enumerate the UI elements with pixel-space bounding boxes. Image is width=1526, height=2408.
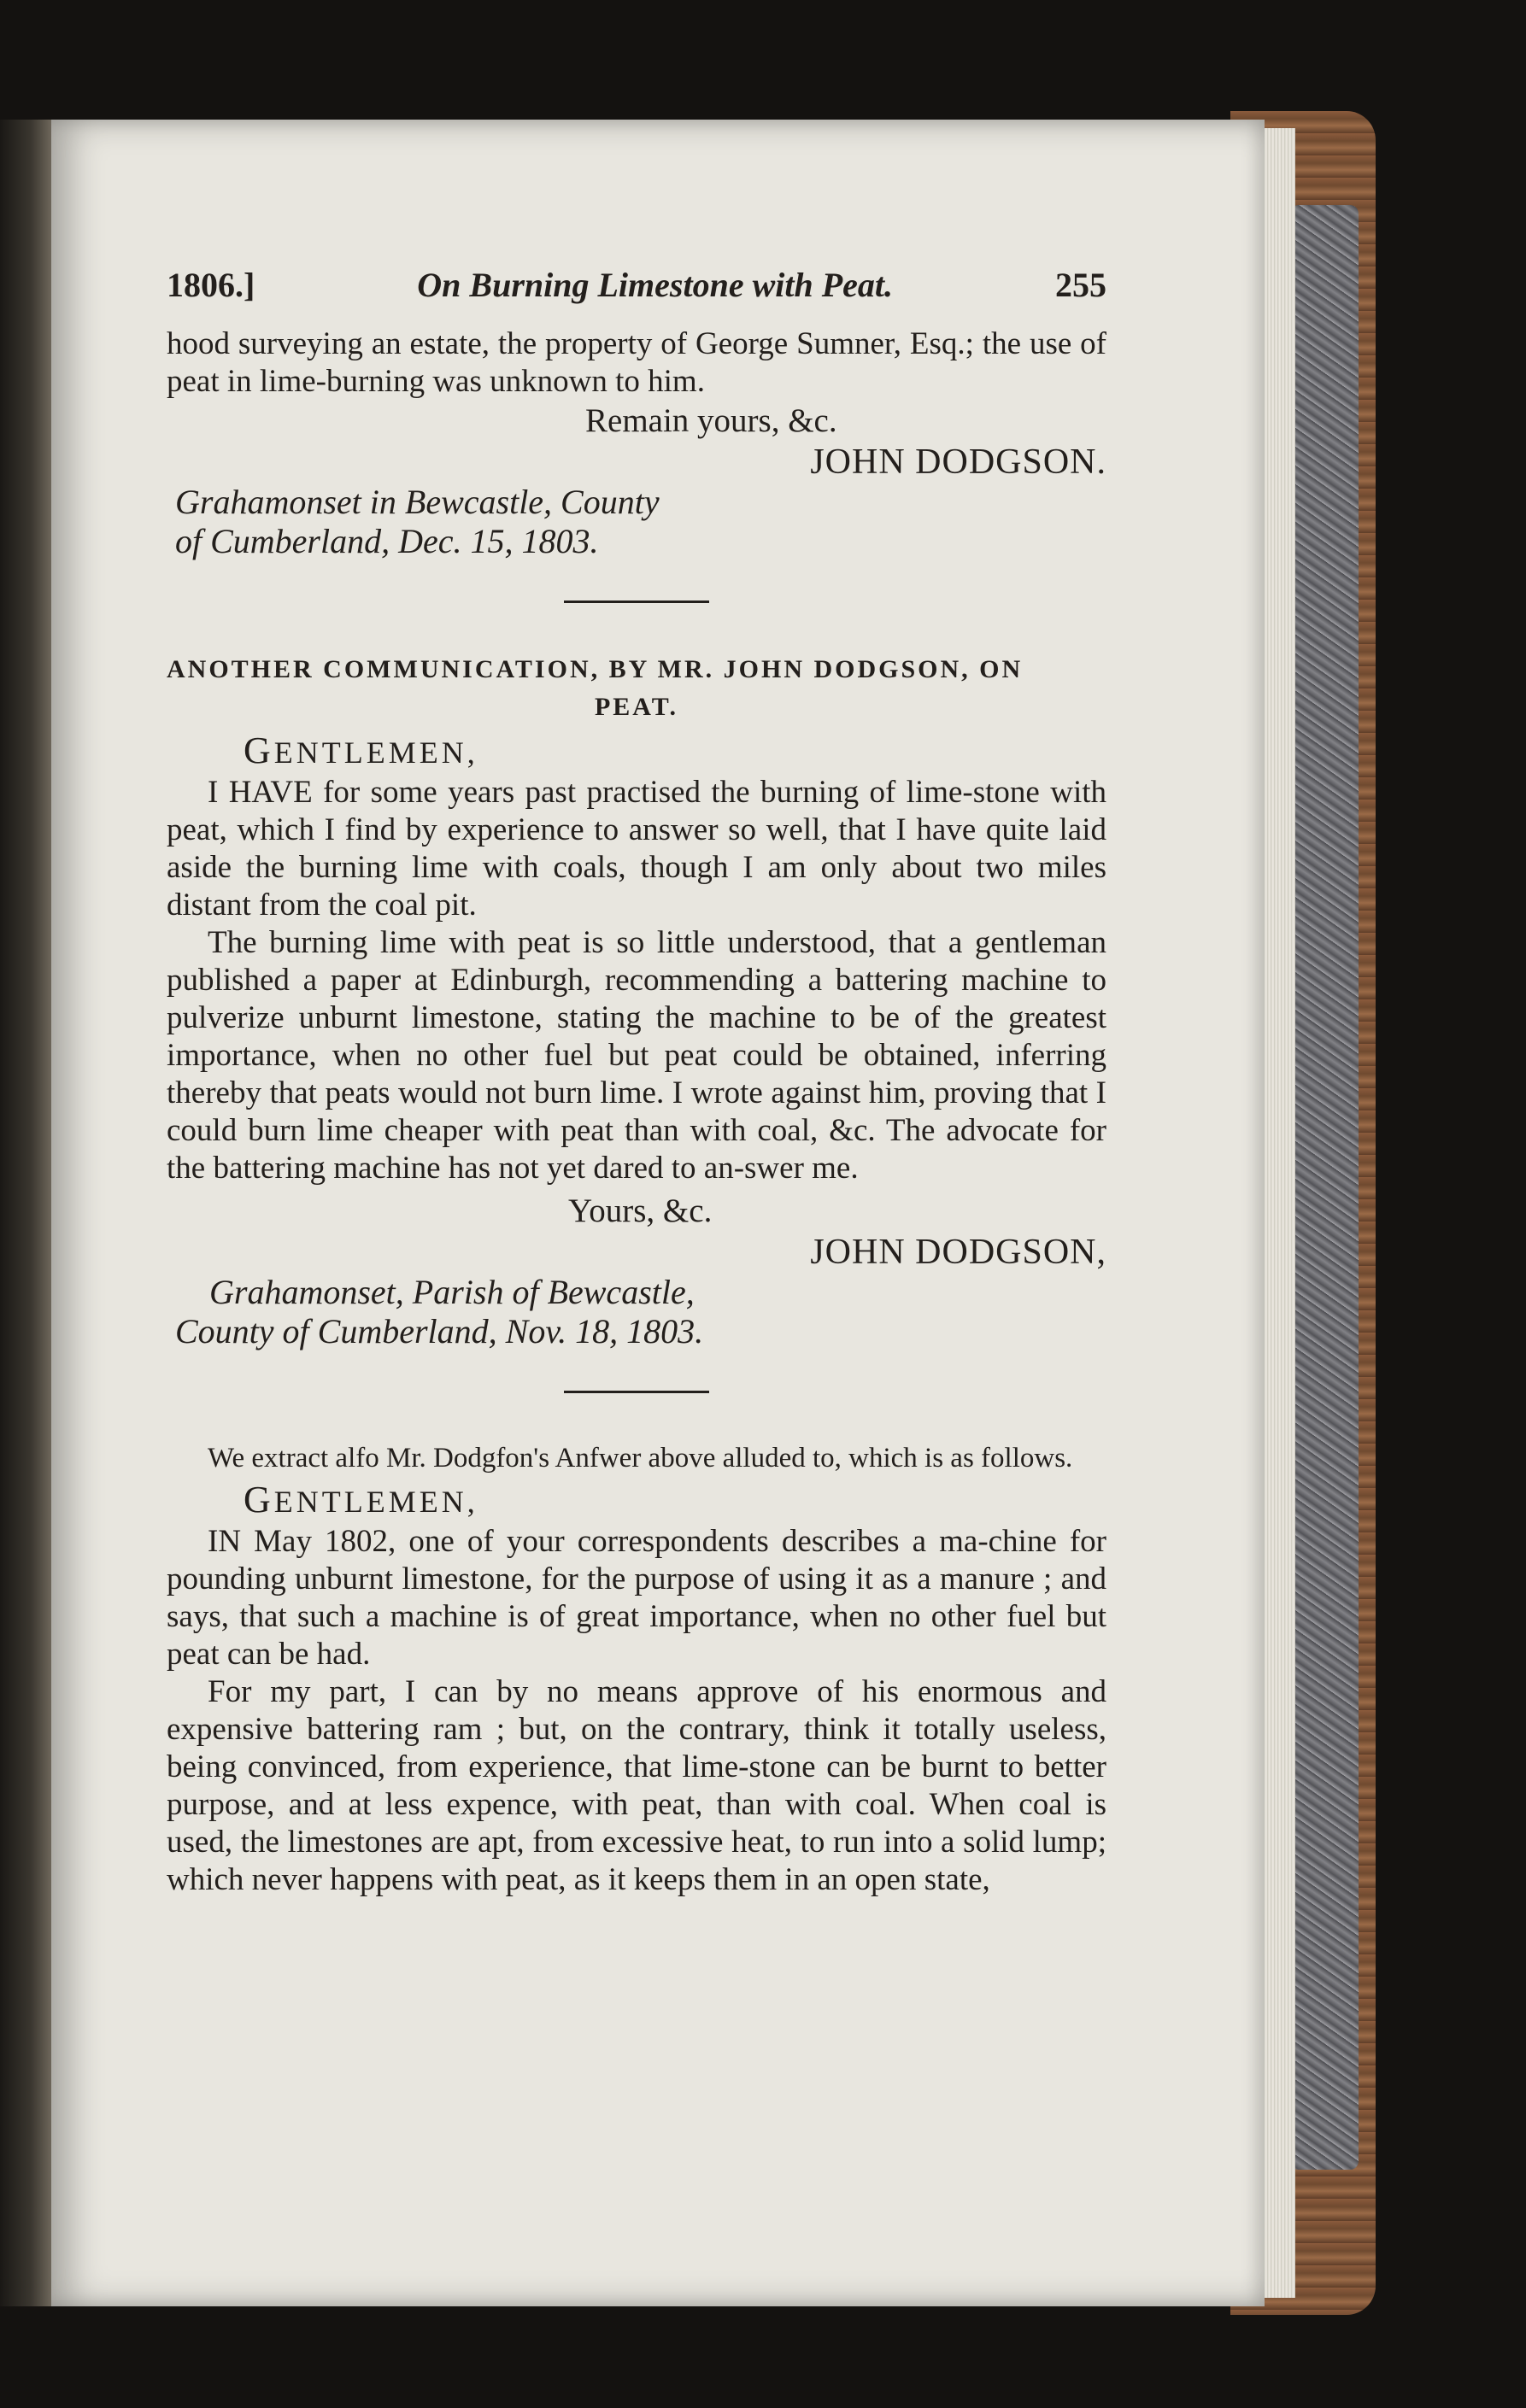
header-year: 1806.] — [167, 266, 255, 304]
page-stack-edge — [1265, 128, 1295, 2298]
salutation-initial: G — [244, 1479, 274, 1520]
letter1-place-line1: Grahamonset in Bewcastle, County — [175, 483, 660, 521]
page-number: 255 — [1054, 266, 1106, 304]
section-divider — [564, 601, 709, 603]
left-page-edge — [0, 120, 51, 2306]
section3-para2: For my part, I can by no means approve of his enormous and expensive battering ram ; but, on the contrary, think it totally useless, being convinced, from experience, that lime-stone can be burnt to better purpose, and at less expence, with peat, than with coal. When coal is used, the limestones are apt, from excessive heat, to run into a solid lump; which never happens with peat, as it keeps them in an open state, — [167, 1674, 1106, 1897]
header-title: On Burning Limestone with Peat. — [417, 266, 894, 304]
letter1-closing: Remain yours, &c. — [585, 402, 837, 439]
salutation-rest: ENTLEMEN, — [273, 1485, 478, 1519]
section2-para2: The burning lime with peat is so little understood, that a gentleman published a paper at Edinburgh, recommending a battering machine to pulverize unburnt limestone, stating the machine to be of the greatest importance, when no other fuel but peat could be obtained, inferring thereby that peats would not burn lime. I wrote against him, proving that I could burn lime cheaper with peat than with coal, &c. The advocate for the battering machine has not yet dared to an-swer me. — [167, 925, 1106, 1186]
section3-para1: IN May 1802, one of your correspondents describes a ma-chine for pounding unburnt limestone, for the purpose of using it as a manure ; and says, that such a machine is of great importance, when no other fuel but peat can be had. — [167, 1524, 1106, 1672]
section2-signature: JOHN DODGSON, — [810, 1233, 1106, 1272]
marbled-edge — [1290, 205, 1359, 2170]
section2-heading: ANOTHER COMMUNICATION, BY MR. JOHN DODGSON, ON — [167, 655, 1024, 683]
letter1-text: hood surveying an estate, the property of George Sumner, Esq.; the use of peat in lime-burning was unknown to him. — [167, 326, 1106, 399]
section2-closing: Yours, &c. — [568, 1192, 713, 1229]
letter1-place-line2: of Cumberland, Dec. 15, 1803. — [175, 522, 599, 560]
section2-heading-line2: PEAT. — [594, 693, 679, 721]
letter1-signature: JOHN DODGSON. — [810, 442, 1106, 482]
section2-place-line1: Grahamonset, Parish of Bewcastle, — [209, 1273, 695, 1311]
salutation-initial: G — [244, 729, 274, 771]
section2-salutation — [167, 729, 1106, 774]
section3-intro: We extract alfo Mr. Dodgfon's Anfwer above alluded to, which is as follows. — [208, 1443, 1073, 1474]
section2-place-line2: County of Cumberland, Nov. 18, 1803. — [175, 1312, 704, 1350]
running-header — [167, 265, 1106, 305]
section2-para1: I HAVE for some years past practised the burning of lime-stone with peat, which I find by experience to answer so well, that I have quite laid aside the burning lime with coals, though I am only about two miles distant from the coal pit. — [167, 775, 1106, 923]
section3-salutation — [167, 1479, 1106, 1523]
section-divider-2 — [564, 1391, 709, 1393]
page-text — [167, 265, 1106, 1899]
salutation-rest: ENTLEMEN, — [273, 735, 478, 770]
